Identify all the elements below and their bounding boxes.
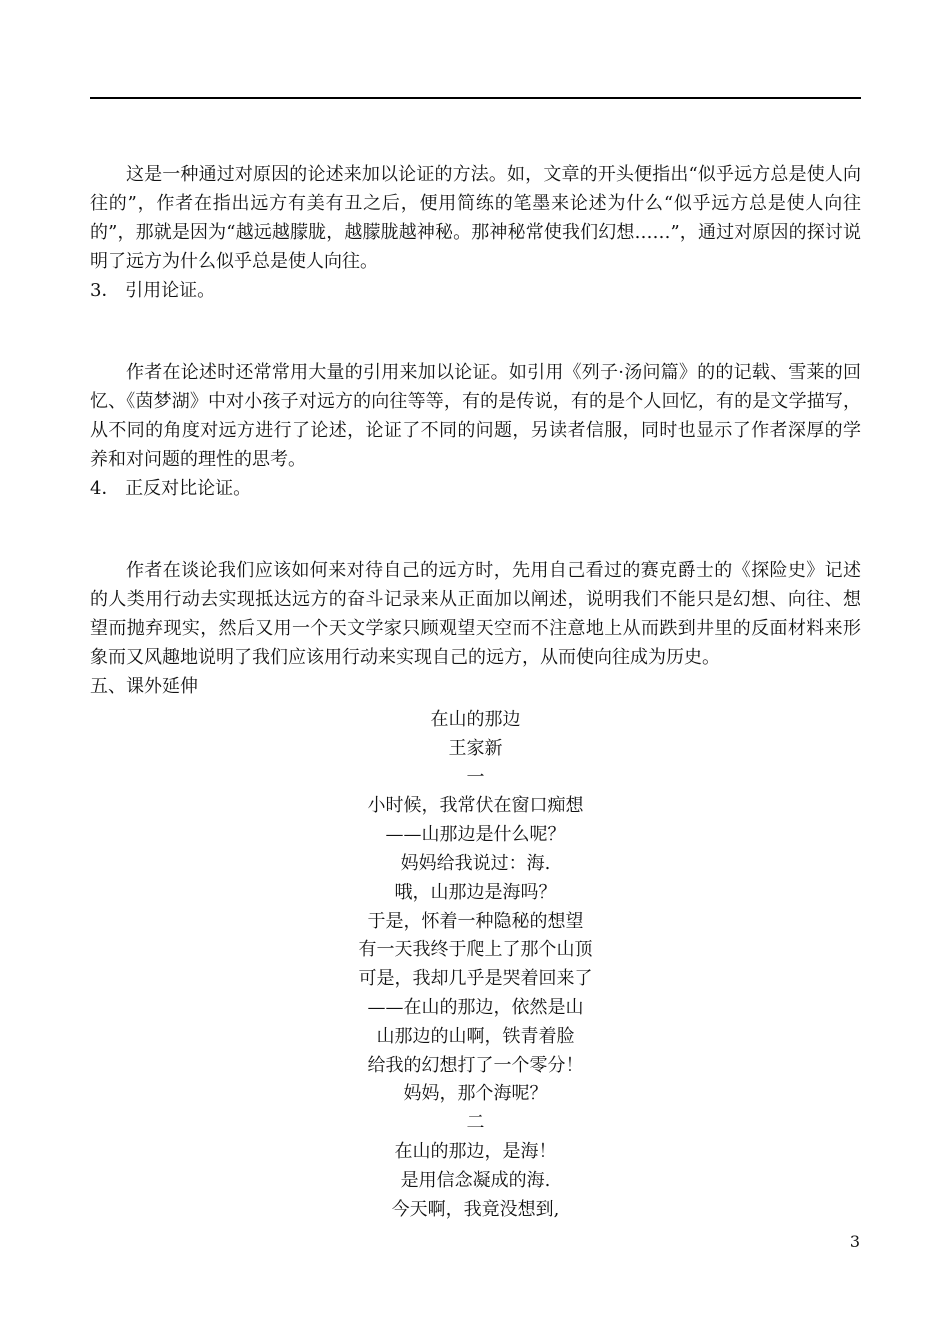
- heading-citation-argument: 3． 引用论证。: [90, 280, 216, 301]
- paragraph-contrast-argument: 作者在谈论我们应该如何来对待自己的远方时，先用自己看过的赛克爵士的《探险史》记述的人类用行动去实现抵达远方的奋斗记录来从正面加以阐述，说明我们不能只是幻想、向往、想望而抛弃现实，然后又用一个天文学家只顾观望天空而不注意地上从而跌到井里的反面材料来形象而又风趣地说明了我们应该用行动来实现自己的远方，从而使向往成为历史。: [90, 560, 861, 668]
- heading-extension: 五、课外延伸: [90, 676, 198, 697]
- poem-line: ——在山的那边，依然是山: [367, 996, 584, 1018]
- poem-part-label: 二: [466, 1112, 485, 1134]
- paragraph-causal-argument: 这是一种通过对原因的论述来加以论证的方法。如，文章的开头便指出“似乎远方总是使人向往的”，作者在指出远方有美有丑之后，便用简练的笔墨来论述为什么“似乎远方总是使人向往的”，那就是因为“越远越朦胧，越朦胧越神秘。那神秘常使我们幻想……”，通过对原因的探讨说明了远方为什么似乎总是使人向往。: [90, 164, 861, 272]
- poem-part-label: 一: [466, 766, 485, 788]
- poem-line: 哦，山那边是海吗？: [394, 881, 557, 903]
- poem: [90, 706, 861, 1224]
- poem-line: 可是，我却几乎是哭着回来了: [358, 968, 593, 990]
- article-body: [90, 160, 861, 701]
- heading-contrast-argument: 4． 正反对比论证。: [90, 478, 252, 499]
- poem-author: 王家新: [448, 737, 503, 759]
- poem-line: 小时候，我常伏在窗口痴想: [367, 795, 584, 817]
- poem-line: 今天啊，我竟没想到,: [391, 1198, 560, 1220]
- poem-title: 在山的那边: [430, 709, 521, 730]
- header-rule: [90, 97, 861, 99]
- poem-line: 妈妈给我说过：海.: [400, 852, 551, 874]
- poem-line: 给我的幻想打了一个零分！: [367, 1054, 584, 1076]
- poem-line: 是用信念凝成的海.: [400, 1169, 551, 1191]
- poem-line: 在山的那边，是海！: [394, 1140, 557, 1162]
- paragraph-citation-argument: 作者在论述时还常常用大量的引用来加以论证。如引用《列子·汤问篇》的的记载、雪莱的回忆、《茵梦湖》中对小孩子对远方的向往等等，有的是传说，有的是个人回忆，有的是文学描写，从不同的角度对远方进行了论述，论证了不同的问题，另读者信服，同时也显示了作者深厚的学养和对问题的理性的思考。: [90, 362, 861, 470]
- poem-line: 有一天我终于爬上了那个山顶: [358, 939, 593, 961]
- poem-line: 于是，怀着一种隐秘的想望: [367, 910, 584, 932]
- poem-line: ——山那边是什么呢？: [385, 824, 566, 846]
- page-number: 3: [849, 1232, 860, 1251]
- poem-line: 山那边的山啊，铁青着脸: [376, 1025, 575, 1047]
- poem-line: 妈妈，那个海呢？: [403, 1083, 548, 1105]
